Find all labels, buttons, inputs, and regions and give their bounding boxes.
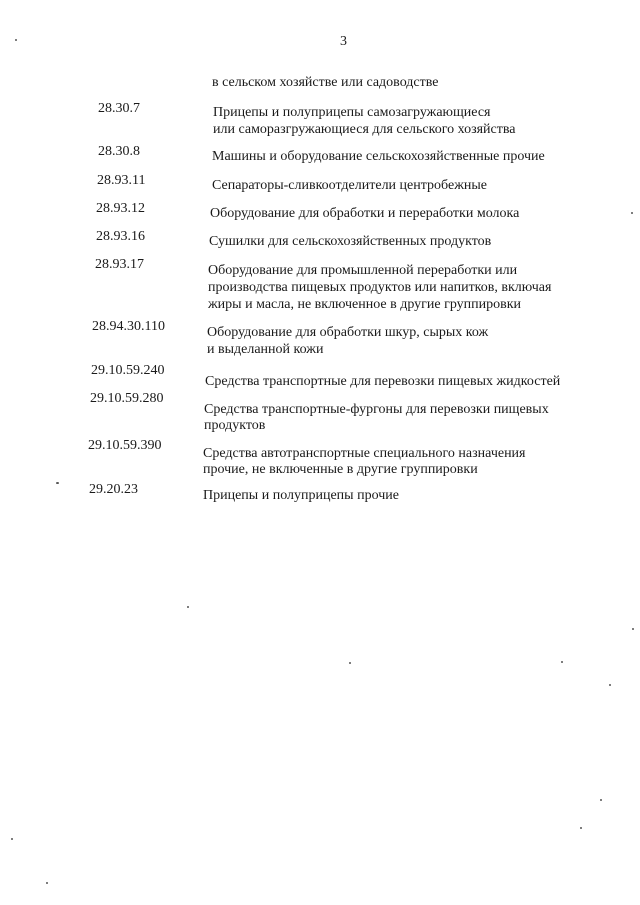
scan-speck — [56, 482, 59, 484]
description-line: Оборудование для промышленной переработки или — [208, 263, 518, 278]
scan-speck — [349, 662, 351, 664]
description-line: Прицепы и полуприцепы самозагружающиеся — [213, 105, 491, 120]
scan-speck — [609, 684, 611, 686]
scan-speck — [561, 661, 563, 663]
description-line: Средства автотранспортные специального назначения — [203, 446, 526, 461]
code: 29.10.59.390 — [88, 438, 162, 453]
scan-speck — [580, 827, 582, 829]
description-line: Машины и оборудование сельскохозяйственные прочие — [212, 149, 545, 164]
code: 28.93.11 — [97, 173, 146, 188]
scan-speck — [46, 882, 48, 884]
code: 28.30.7 — [98, 101, 140, 116]
description-line: и выделанной кожи — [207, 342, 324, 357]
code: 29.20.23 — [89, 482, 138, 497]
code: 28.30.8 — [98, 144, 140, 159]
description-line: или саморазгружающиеся для сельского хозяйства — [213, 122, 516, 137]
scan-speck — [11, 838, 13, 840]
page-number: 3 — [340, 34, 347, 49]
description-line: в сельском хозяйстве или садоводстве — [212, 75, 439, 90]
description-line: Сепараторы-сливкоотделители центробежные — [212, 178, 487, 193]
code: 28.93.17 — [95, 257, 144, 272]
scan-speck — [187, 606, 189, 608]
description-line: Сушилки для сельскохозяйственных продуктов — [209, 234, 492, 249]
scan-speck — [632, 628, 634, 630]
description-line: Оборудование для обработки и переработки молока — [210, 206, 520, 221]
scan-speck — [15, 39, 17, 41]
description-line: Оборудование для обработки шкур, сырых кож — [207, 325, 489, 340]
description-line: Средства транспортные для перевозки пищевых жидкостей — [205, 374, 561, 389]
code: 28.93.16 — [96, 229, 145, 244]
code: 28.94.30.110 — [92, 319, 165, 334]
description-line: продуктов — [204, 418, 266, 433]
code: 29.10.59.280 — [90, 391, 164, 406]
scan-speck — [631, 212, 633, 214]
description-line: Прицепы и полуприцепы прочие — [203, 488, 399, 503]
code: 29.10.59.240 — [91, 363, 165, 378]
description-line: прочие, не включенные в другие группировки — [203, 462, 478, 477]
code: 28.93.12 — [96, 201, 145, 216]
description-line: Средства транспортные-фургоны для перевозки пищевых — [204, 402, 549, 417]
scan-speck — [600, 799, 602, 801]
description-line: жиры и масла, не включенное в другие группировки — [208, 297, 522, 312]
description-line: производства пищевых продуктов или напитков, включая — [208, 280, 552, 295]
